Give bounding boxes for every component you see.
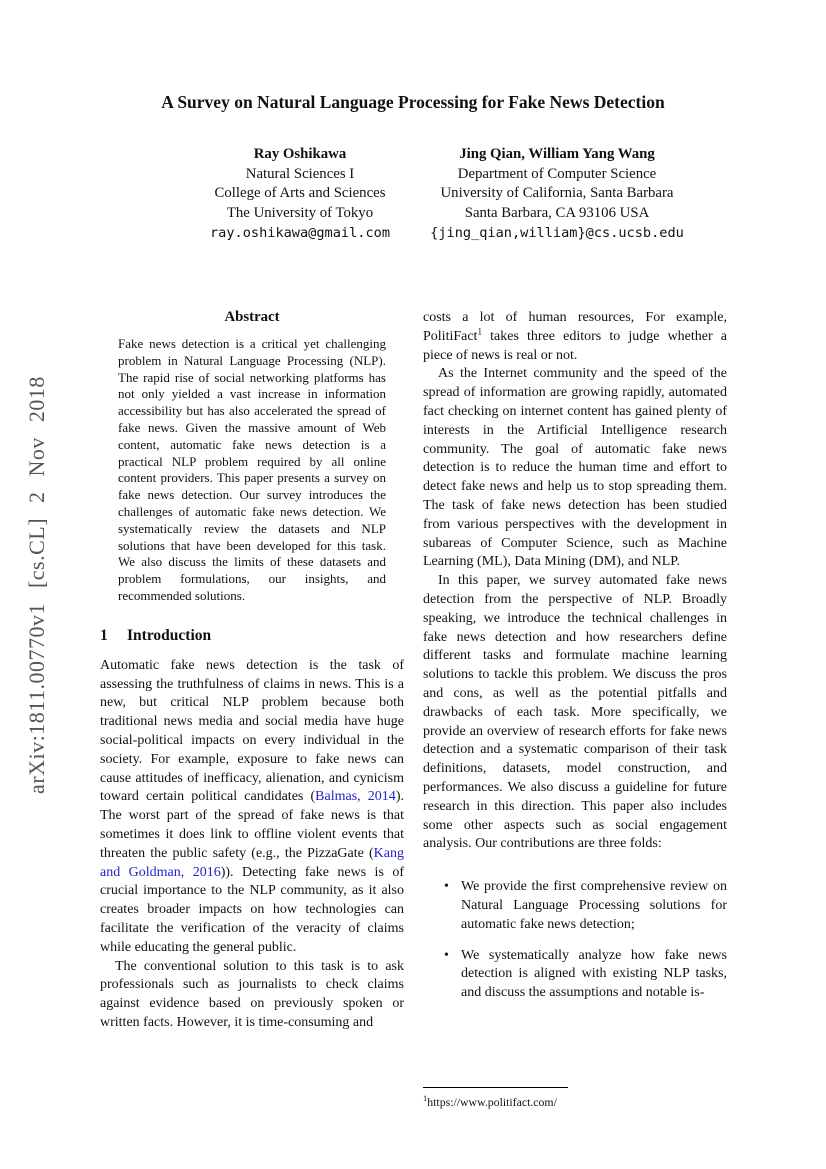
list-item-text: We provide the first comprehensive review on Natural Language Processing solutions for automatic fake news detection; bbox=[461, 879, 727, 932]
intro-paragraph-3: As the Internet community and the speed of the spread of information are growing rapidly, automated fact checking on internet content has gained plenty of interests in the Artificial Intelligence research community. The goal of automatic fake news detection is to reduce the human time and effort to detect fake news and help us to stop spreading them. The task of fake news detection has been studied from various perspectives with the development in subareas of Computer Science, such as Machine Learning (ML), Data Mining (DM), and NLP. bbox=[423, 366, 727, 570]
politifact-link[interactable]: https://www.politifact.com/ bbox=[427, 1095, 557, 1109]
paragraph-text: Automatic fake news detection is the task of assessing the truthfulness of claims in news. This is a new, but critical NLP problem because both traditional news media and social media have huge social-political impacts on every individual in the society. For example, exposure to fake news can cause attitudes of inefficacy, alienation, and cynicism toward certain political candidates ( bbox=[100, 657, 404, 805]
author-affiliation: The University of Tokyo bbox=[226, 204, 374, 221]
citation-kang-goldman-2016[interactable]: Kang and Goldman, 2016 bbox=[100, 845, 404, 880]
footnote-divider bbox=[423, 1087, 568, 1088]
author-block-qian-wang bbox=[430, 145, 684, 244]
intro-paragraph-2: The conventional solution to this task is to ask professionals such as journalists to check claims against evidence based on previously spoken or written facts. However, it is time-consuming and bbox=[100, 958, 404, 1030]
list-item bbox=[423, 947, 727, 1003]
paragraph-text: takes three editors to judge whether a piece of news is real or not. bbox=[423, 328, 727, 363]
citation-balmas-2014[interactable]: Balmas, 2014 bbox=[315, 789, 396, 805]
bullet-icon: • bbox=[444, 879, 449, 895]
intro-paragraph-1 bbox=[100, 657, 404, 958]
author-affiliation: Department of Computer Science bbox=[457, 165, 657, 182]
paragraph-text: costs a lot of human resources, For example, PolitiFact bbox=[423, 310, 727, 344]
bullet-icon: • bbox=[444, 947, 449, 963]
paragraph-text: ). The worst part of the spread of fake news is that sometimes it does link to offline violent events that threaten the public safety (e.g., the PizzaGate ( bbox=[100, 789, 404, 861]
contribution-list bbox=[423, 878, 727, 1015]
intro-paragraph-4: In this paper, we survey automated fake news detection from the perspective of NLP. Broadly speaking, we introduce the technical challenges in fake news detection and how researchers define different tasks and formulate machine learning solutions to tackle this problem. We discuss the pros and cons, as well as the potential pitfalls and drawbacks of each task. More specifically, we provide an overview of research efforts for fake news detection and a systematic comparison of their task definitions, datasets, model construction, and performances. We also discuss a guideline for future research in this direction. This paper also includes some other aspects such as social engagement analysis. Our contributions are three folds: bbox=[423, 573, 727, 852]
abstract-text: Fake news detection is a critical yet challenging problem in Natural Language Processing (NLP). The rapid rise of social networking platforms has not only yielded a vast increase in information accessibility but has also accelerated the spread of fake news. Given the massive amount of Web content, automatic fake news detection is a practical NLP problem required by all online content providers. This paper presents a survey on fake news detection. Our survey introduces the challenges of automatic fake news detection. We systematically review the datasets and NLP solutions that have been developed for this task. We also discuss the limits of these datasets and problem formulations, our insights, and recommended solutions. bbox=[118, 336, 386, 603]
list-item-text: We systematically analyze how fake news detection is aligned with existing NLP tasks, and discuss the assumptions and notable is- bbox=[461, 947, 727, 1001]
footnote-marker: 1 bbox=[423, 1093, 428, 1104]
paper-title: A Survey on Natural Language Processing for Fake News Detection bbox=[161, 92, 665, 112]
author-affiliation: University of California, Santa Barbara bbox=[440, 185, 674, 201]
intro-paragraph-2-continued bbox=[423, 309, 727, 365]
section-number: 1 bbox=[100, 626, 108, 644]
footnote-text bbox=[423, 1095, 727, 1109]
author-affiliation: Santa Barbara, CA 93106 USA bbox=[464, 204, 650, 221]
author-section bbox=[0, 145, 826, 253]
right-column bbox=[423, 309, 727, 1109]
left-column bbox=[100, 309, 404, 1109]
two-column-body bbox=[0, 309, 826, 1109]
footnote-reference-1[interactable]: 1 bbox=[477, 326, 482, 337]
author-block-oshikawa bbox=[210, 145, 390, 244]
author-email: {jing_qian,william}@cs.ucsb.edu bbox=[430, 225, 684, 241]
author-name: Ray Oshikawa bbox=[253, 146, 347, 162]
section-title: Introduction bbox=[127, 626, 212, 644]
author-name: Jing Qian, William Yang Wang bbox=[459, 146, 655, 162]
section-heading-introduction bbox=[100, 627, 404, 645]
footnote bbox=[423, 1087, 727, 1109]
author-affiliation: College of Arts and Sciences bbox=[214, 185, 386, 201]
author-affiliation: Natural Sciences I bbox=[245, 165, 355, 182]
author-email: ray.oshikawa@gmail.com bbox=[209, 225, 391, 241]
paragraph-text: )). Detecting fake news is of crucial importance to the NLP community, as it also creates broader impacts on how technologies can facilitate the verification of the veracity of claims while educating the general public. bbox=[100, 864, 404, 955]
abstract-heading: Abstract bbox=[224, 309, 280, 325]
list-item bbox=[423, 878, 727, 934]
arxiv-watermark: arXiv:1811.00770v1 [cs.CL] 2 Nov 2018 bbox=[24, 376, 49, 794]
